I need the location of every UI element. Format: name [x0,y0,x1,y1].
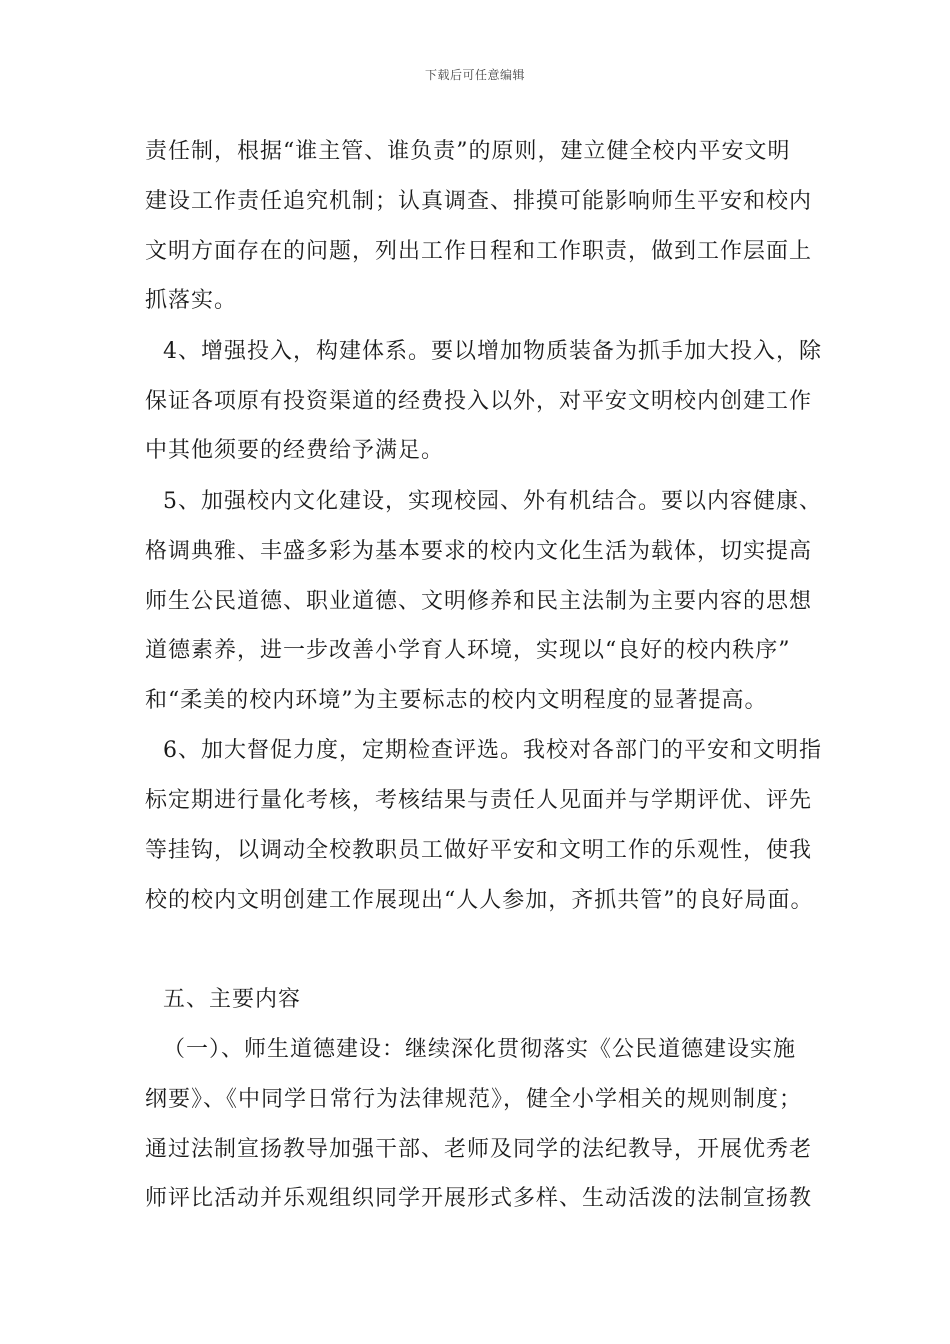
text-line: 和“柔美的校内环境”为主要标志的校内文明程度的显著提高。 [145,688,768,713]
text-line: 等挂钩，以调动全校教职员工做好平安和文明工作的乐观性，使我 [145,838,813,863]
text-line: 6、加大督促力度，定期检查评选。我校对各部门的平安和文明指 [163,738,822,763]
text-line: 责任制，根据“谁主管、谁负责”的原则，建立健全校内平安文明 [145,139,791,164]
text-line: 建设工作责任追究机制；认真调查、排摸可能影响师生平安和校内 [145,189,813,214]
text-line: 文明方面存在的问题，列出工作日程和工作职责，做到工作层面上 [145,239,813,264]
text-line: 4、增强投入，构建体系。要以增加物质装备为抓手加大投入，除 [163,339,822,364]
text-line: 校的校内文明创建工作展现出“人人参加，齐抓共管”的良好局面。 [145,888,814,913]
text-line: 师生公民道德、职业道德、文明修养和民主法制为主要内容的思想 [145,589,813,614]
text-line: 保证各项原有投资渠道的经费投入以外，对平安文明校内创建工作 [145,389,813,414]
text-line: 标定期进行量化考核，考核结果与责任人见面并与学期评优、评先 [145,788,813,813]
text-line: 道德素养，进一步改善小学育人环境，实现以“良好的校内秩序” [145,638,791,663]
text-line: 格调典雅、丰盛多彩为基本要求的校内文化生活为载体，切实提高 [145,539,813,564]
text-line: 中其他须要的经费给予满足。 [145,438,445,463]
text-line: 抓落实。 [145,288,238,313]
text-line: 纲要》、《中同学日常行为法律规范》，健全小学相关的规则制度； [145,1087,803,1112]
section-heading: 五、主要内容 [163,987,302,1012]
text-line: 5、加强校内文化建设，实现校园、外有机结合。要以内容健康、 [163,489,822,514]
text-line: （一）、师生道德建设：继续深化贯彻落实《公民道德建设实施 [163,1037,797,1062]
page-header-note: 下载后可任意编辑 [424,68,525,82]
text-line: 师评比活动并乐观组织同学开展形式多样、生动活泼的法制宣扬教 [145,1186,813,1211]
text-line: 通过法制宣扬教导加强干部、老师及同学的法纪教导，开展优秀老 [145,1137,813,1162]
